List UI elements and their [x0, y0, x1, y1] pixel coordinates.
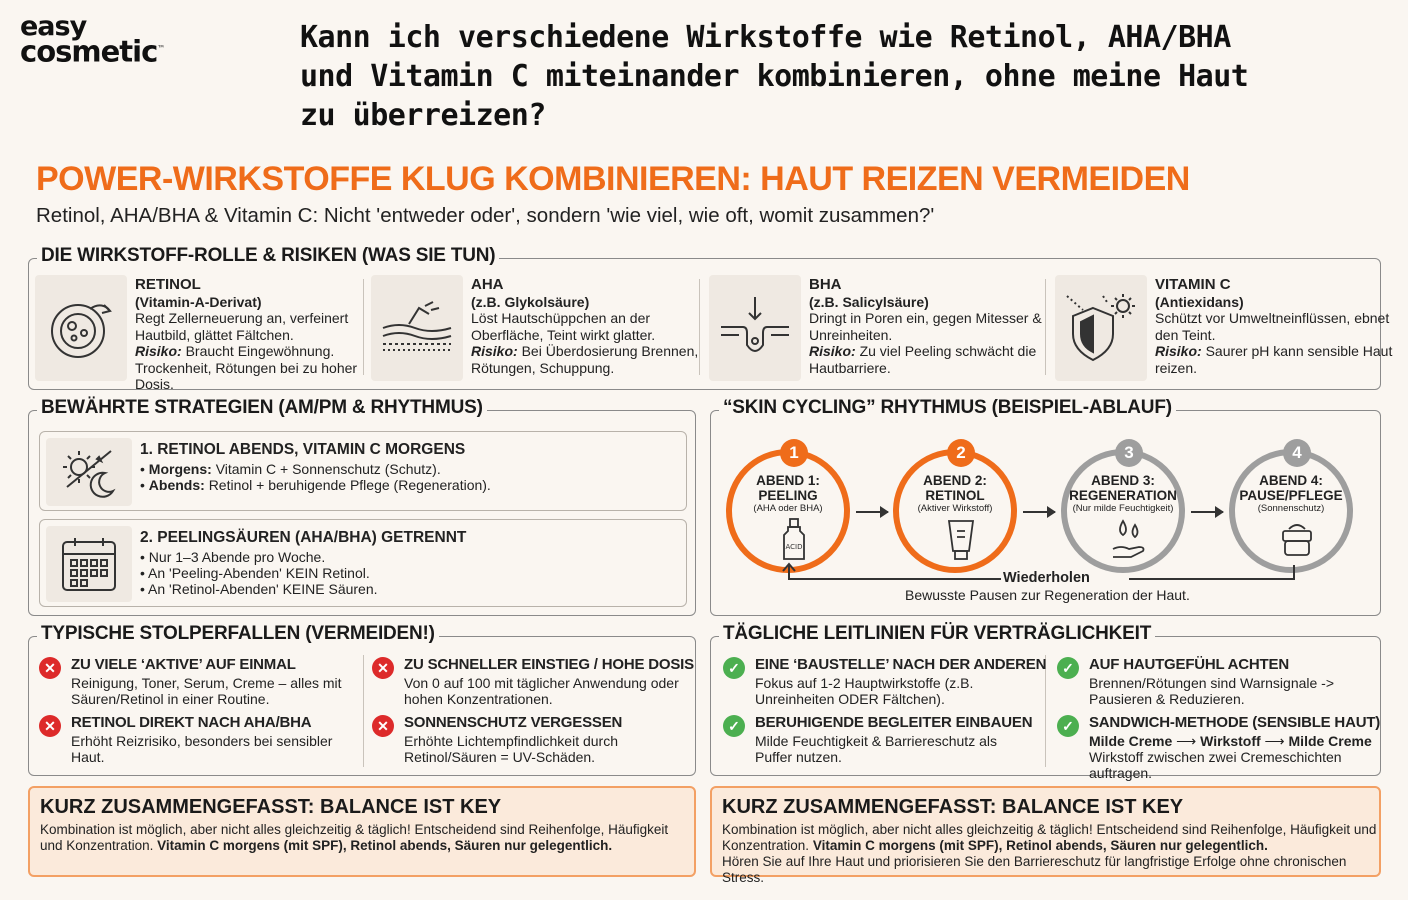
logo-line-1: easy: [20, 11, 87, 42]
summary-right: KURZ ZUSAMMENGEFASST: BALANCE IST KEY Kombination ist möglich, aber nicht alles gleichzeitig & täglich! Entscheidend sind Reihenfolge, Häufigkeit und Konzentration. Vitamin C morgens (mit SPF), Retinol abends, Säuren nur gelegentlich. Hören Sie auf Ihre Haut und priorisieren Sie den Barriereschutz für langfristige Erfolge ohne chronischen Stress.: [710, 786, 1381, 877]
skin-layers-icon: [371, 275, 463, 381]
pitfalls-section: TYPISCHE STOLPERFALLEN (VERMEIDEN!) ✕ ZU VIELE ‘AKTIVE’ AUF EINMAL Reinigung, Toner, Serum, Creme – alles mit Säuren/Retinol in einer Routine. ✕ ZU SCHNELLER EINSTIEG / HOHE DOSIS Von 0 auf 100 mit täglicher Anwendung oder hohen Konzentrationen. ✕ RETINOL DIREKT NACH AHA/BHA Erhöht Reizrisiko, besonders bei sensibler Haut. ✕ SONNENSCHUTZ VERGESSEN Erhöhte Lichtempfindlichkeit durch Retinol/Säuren = UV-Schäden.: [28, 636, 696, 776]
cycle-step-2: [893, 443, 1017, 573]
strategy-text: 1. RETINOL ABENDS, VITAMIN C MORGENS • Morgens: Vitamin C + Sonnenschutz (Schutz). • Abends: Retinol + beruhigende Pflege (Regeneration).: [140, 441, 491, 493]
cycling-title: “SKIN CYCLING” RHYTHMUS (BEISPIEL-ABLAUF): [719, 397, 1176, 419]
divider: [363, 279, 364, 375]
role-text: AHA (z.B. Glykolsäure) Löst Hautschüppchen an der Oberfläche, Teint wirkt glatter. Risiko: Bei Überdosierung Brennen, Rötungen, Schuppung.: [471, 276, 699, 376]
strategies-section: [28, 397, 696, 616]
check-icon: ✓: [723, 657, 745, 679]
strategy-card-1: [39, 431, 687, 511]
cycle-step-1: [726, 443, 850, 573]
cross-icon: ✕: [372, 715, 394, 737]
svg-text:ACID: ACID: [785, 543, 803, 551]
guidelines-title: TÄGLICHE LEITLINIEN FÜR VERTRÄGLICHKEIT: [719, 623, 1155, 645]
cross-icon: ✕: [39, 657, 61, 679]
step-title: ABEND 1: PEELING: [756, 473, 820, 503]
check-icon: ✓: [1057, 715, 1079, 737]
cross-icon: ✕: [39, 715, 61, 737]
check-icon: ✓: [723, 715, 745, 737]
acid-bottle-icon: [776, 517, 812, 561]
flow-arrow: [1023, 511, 1055, 513]
guidelines-section: TÄGLICHE LEITLINIEN FÜR VERTRÄGLICHKEIT ✓ EINE ‘BAUSTELLE’ NACH DER ANDEREN Fokus auf 1-2 Hauptwirkstoffe (z.B. Unreinheiten ODER Fältchen). ✓ AUF HAUTGEFÜHL ACHTEN Brennen/Rötungen sind Warnsignale -> Pausieren & Reduzieren. ✓ BERUHIGENDE BEGLEITER EINBAUEN Milde Feuchtigkeit & Barriereschutz als Puffer nutzen. ✓ SANDWICH-METHODE (SENSIBLE HAUT) Milde Creme ⟶ Wirkstoff ⟶ Milde Creme Wirkstoff zwischen zwei Cremeschichten auftragen.: [710, 636, 1381, 776]
repeat-label: Wiederholen: [1003, 570, 1090, 586]
page-title: POWER-WIRKSTOFFE KLUG KOMBINIEREN: HAUT REIZEN VERMEIDEN: [36, 160, 1190, 198]
page-subtitle: Retinol, AHA/BHA & Vitamin C: Nicht 'entweder oder', sondern 'wie viel, wie oft, womit zusammen?': [36, 204, 935, 227]
role-text: VITAMIN C (Antiexidans) Schützt vor Umweltneinflüssen, ebnet den Teint. Risiko: Saurer pH kann sensible Haut reizen.: [1155, 276, 1393, 376]
step-desc: (Aktiver Wirkstoff): [917, 503, 993, 514]
step-desc: (Sonnenschutz): [1257, 503, 1325, 514]
logo-line-2: cosmetic™: [20, 34, 165, 69]
step-number: 3: [1115, 439, 1143, 467]
flow-arrow: [1191, 511, 1223, 513]
droplets-hand-icon: [1111, 517, 1147, 561]
pitfalls-title: TYPISCHE STOLPERFALLEN (VERMEIDEN!): [37, 623, 439, 645]
cycling-section: [710, 397, 1381, 616]
cream-jar-icon: [1279, 517, 1315, 561]
brand-logo: [20, 11, 165, 69]
calendar-icon: [46, 526, 132, 602]
roles-title: DIE WIRKSTOFF-ROLLE & RISIKEN (WAS SIE TUN): [37, 245, 499, 267]
step-desc: (Nur milde Feuchtigkeit): [1072, 503, 1174, 514]
flow-arrow: [856, 511, 888, 513]
divider: [1045, 279, 1046, 375]
step-desc: (AHA oder BHA): [753, 503, 823, 514]
role-text: RETINOL (Vitamin-A-Derivat) Regt Zellerneuerung an, verfeinert Hautbild, glättet Fältchen. Risiko: Braucht Eingewöhnung. Trockenheit, Rötungen bei zu hoher Dosis.: [135, 276, 358, 392]
pore-icon: [709, 275, 801, 381]
step-title: ABEND 3: REGENERATION: [1069, 473, 1177, 503]
cycle-step-4: [1229, 443, 1353, 573]
step-number: 1: [780, 439, 808, 467]
summary-left: KURZ ZUSAMMENGEFASST: BALANCE IST KEY Kombination ist möglich, aber nicht alles gleichzeitig & täglich! Entscheidend sind Reihenfolge, Häufigkeit und Konzentration. Vitamin C morgens (mit SPF), Retinol abends, Säuren nur gelegentlich.: [28, 786, 696, 877]
strategy-text: 2. PEELINGSÄUREN (AHA/BHA) GETRENNT • Nur 1–3 Abende pro Woche. • An 'Peeling-Abenden' KEIN Retinol. • An 'Retinol-Abenden' KEINE Säuren.: [140, 529, 467, 597]
strategy-card-2: [39, 519, 687, 607]
step-title: ABEND 2: RETINOL: [923, 473, 987, 503]
question-heading: Kann ich verschiedene Wirkstoffe wie Retinol, AHA/BHA und Vitamin C miteinander kombinieren, ohne meine Haut zu überreizen?: [300, 20, 1249, 133]
arrow-right-icon: ⟶: [1264, 733, 1285, 749]
role-text: BHA (z.B. Salicylsäure) Dringt in Poren ein, gegen Mitesser & Unreinheiten. Risiko: Zu viel Peeling schwächt die Hautbarriere.: [809, 276, 1042, 376]
step-title: ABEND 4: PAUSE/PFLEGE: [1239, 473, 1343, 503]
check-icon: ✓: [1057, 657, 1079, 679]
divider: [699, 279, 700, 375]
cycle-step-3: [1061, 443, 1185, 573]
sun-moon-icon: [46, 438, 132, 506]
cycle-note: Bewusste Pausen zur Regeneration der Haut.: [905, 587, 1190, 603]
shield-sun-icon: [1055, 275, 1147, 381]
strategies-title: BEWÄHRTE STRATEGIEN (AM/PM & RHYTHMUS): [37, 397, 487, 419]
divider: [363, 655, 364, 767]
tube-icon: [943, 517, 979, 561]
cross-icon: ✕: [372, 657, 394, 679]
step-number: 4: [1283, 439, 1311, 467]
cell-renewal-icon: [35, 275, 127, 381]
step-number: 2: [947, 439, 975, 467]
roles-section: [28, 245, 1393, 392]
arrow-right-icon: ⟶: [1176, 733, 1197, 749]
